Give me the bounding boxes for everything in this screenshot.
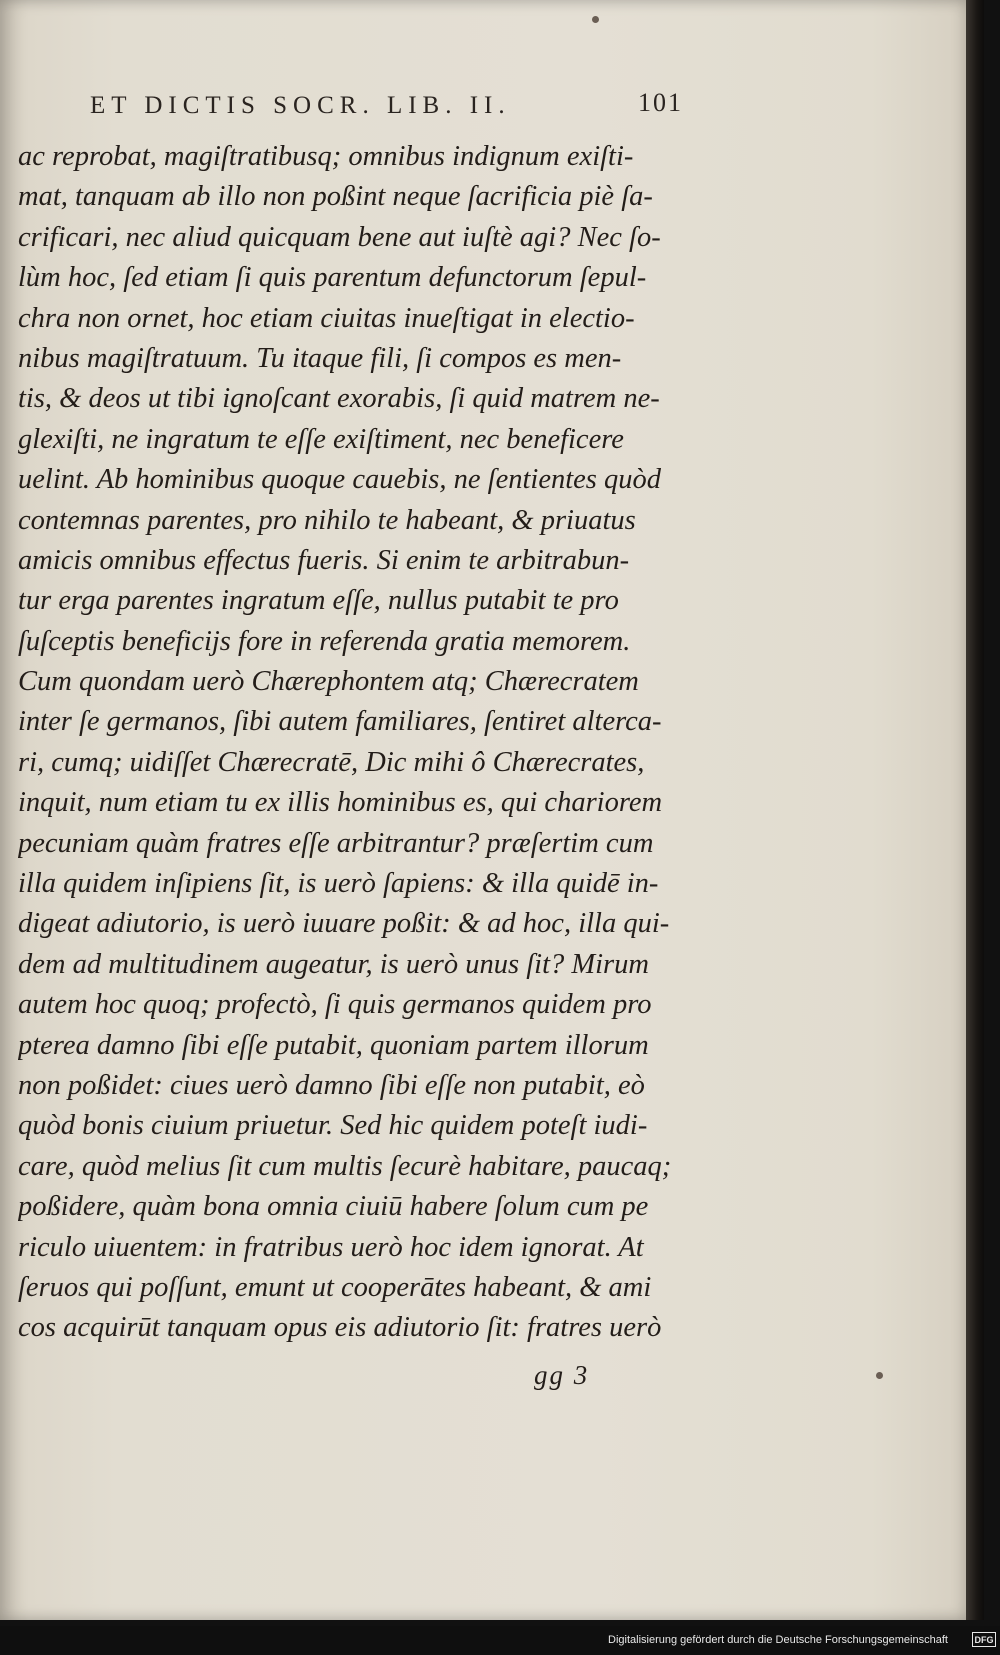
- text-line: tis, & deos ut tibi ignoſcant exorabis, ſi quid matrem ne-: [18, 383, 660, 415]
- text-line: glexiſti, ne ingratum te eſſe exiſtiment, nec beneficere: [18, 423, 624, 455]
- text-line: inquit, num etiam tu ex illis hominibus es, qui chariorem: [18, 787, 663, 819]
- text-line: cos acquirūt tanquam opus eis adiutorio ſit: fratres uerò: [18, 1312, 662, 1344]
- ink-speck: [592, 16, 599, 23]
- text-line: crificari, nec aliud quicquam bene aut iuſtè agi? Nec ſo-: [18, 221, 661, 253]
- text-line: dem ad multitudinem augeatur, is uerò unus ſit? Mirum: [18, 948, 649, 980]
- text-line: riculo uiuentem: in fratribus uerò hoc idem ignorat. At: [18, 1231, 644, 1263]
- text-line: pterea damno ſibi eſſe putabit, quoniam partem illorum: [18, 1029, 649, 1061]
- page-number: 101: [638, 88, 683, 117]
- text-line: ſuſceptis beneficijs fore in referenda gratia memorem.: [18, 625, 631, 657]
- text-line: digeat adiutorio, is uerò iuuare poßit: & ad hoc, illa qui-: [18, 908, 670, 940]
- text-line: autem hoc quoq; profectò, ſi quis germanos quidem pro: [18, 989, 652, 1021]
- text-line: pecuniam quàm fratres eſſe arbitrantur? præſertim cum: [18, 827, 654, 859]
- text-line: nibus magiſtratuum. Tu itaque fili, ſi compos es men-: [18, 342, 622, 374]
- text-line: ri, cumq; uidiſſet Chærecratē, Dic mihi ô Chærecrates,: [18, 746, 645, 778]
- text-line: ſeruos qui poſſunt, emunt ut cooperātes habeant, & ami: [18, 1271, 652, 1303]
- text-line: chra non ornet, hoc etiam ciuitas inueſtigat in electio-: [18, 302, 635, 334]
- text-line: uelint. Ab hominibus quoque cauebis, ne ſentientes quòd: [18, 464, 662, 496]
- signature-mark: gg 3: [534, 1360, 590, 1390]
- text-line: lùm hoc, ſed etiam ſi quis parentum defunctorum ſepul-: [18, 262, 647, 294]
- text-line: non poßidet: ciues uerò damno ſibi eſſe non putabit, eò: [18, 1069, 645, 1101]
- text-line: poßidere, quàm bona omnia ciuiū habere ſolum cum pe: [18, 1191, 649, 1223]
- text-line: illa quidem inſipiens ſit, is uerò ſapiens: & illa quidē in-: [18, 868, 659, 900]
- text-line: care, quòd melius ſit cum multis ſecurè habitare, paucaq;: [18, 1150, 672, 1182]
- ink-speck: [876, 1372, 883, 1379]
- running-head: ET DICTIS SOCR. LIB. II.: [90, 92, 511, 119]
- text-line: ac reprobat, magiſtratibusq; omnibus indignum exiſti-: [18, 141, 634, 172]
- text-line: mat, tanquam ab illo non poßint neque ſacrificia piè ſa-: [18, 181, 653, 213]
- text-block: [18, 137, 698, 1349]
- text-line: Cum quondam uerò Chærephontem atq; Chærecratem: [18, 666, 639, 698]
- text-line: quòd bonis ciuium priuetur. Sed hic quidem poteſt iudi-: [18, 1110, 648, 1142]
- text-line: inter ſe germanos, ſibi autem familiares, ſentiret alterca-: [18, 706, 662, 738]
- text-line: contemnas parentes, pro nihilo te habeant, & priuatus: [18, 504, 636, 536]
- text-line: amicis omnibus effectus fueris. Si enim te arbitrabun-: [18, 544, 630, 576]
- dfg-logo: DFG: [972, 1632, 996, 1647]
- page-edge: [966, 0, 984, 1620]
- text-line: tur erga parentes ingratum eſſe, nullus putabit te pro: [18, 585, 619, 617]
- digitization-credit: Digitalisierung gefördert durch die Deutsche Forschungsgemeinschaft: [608, 1634, 948, 1646]
